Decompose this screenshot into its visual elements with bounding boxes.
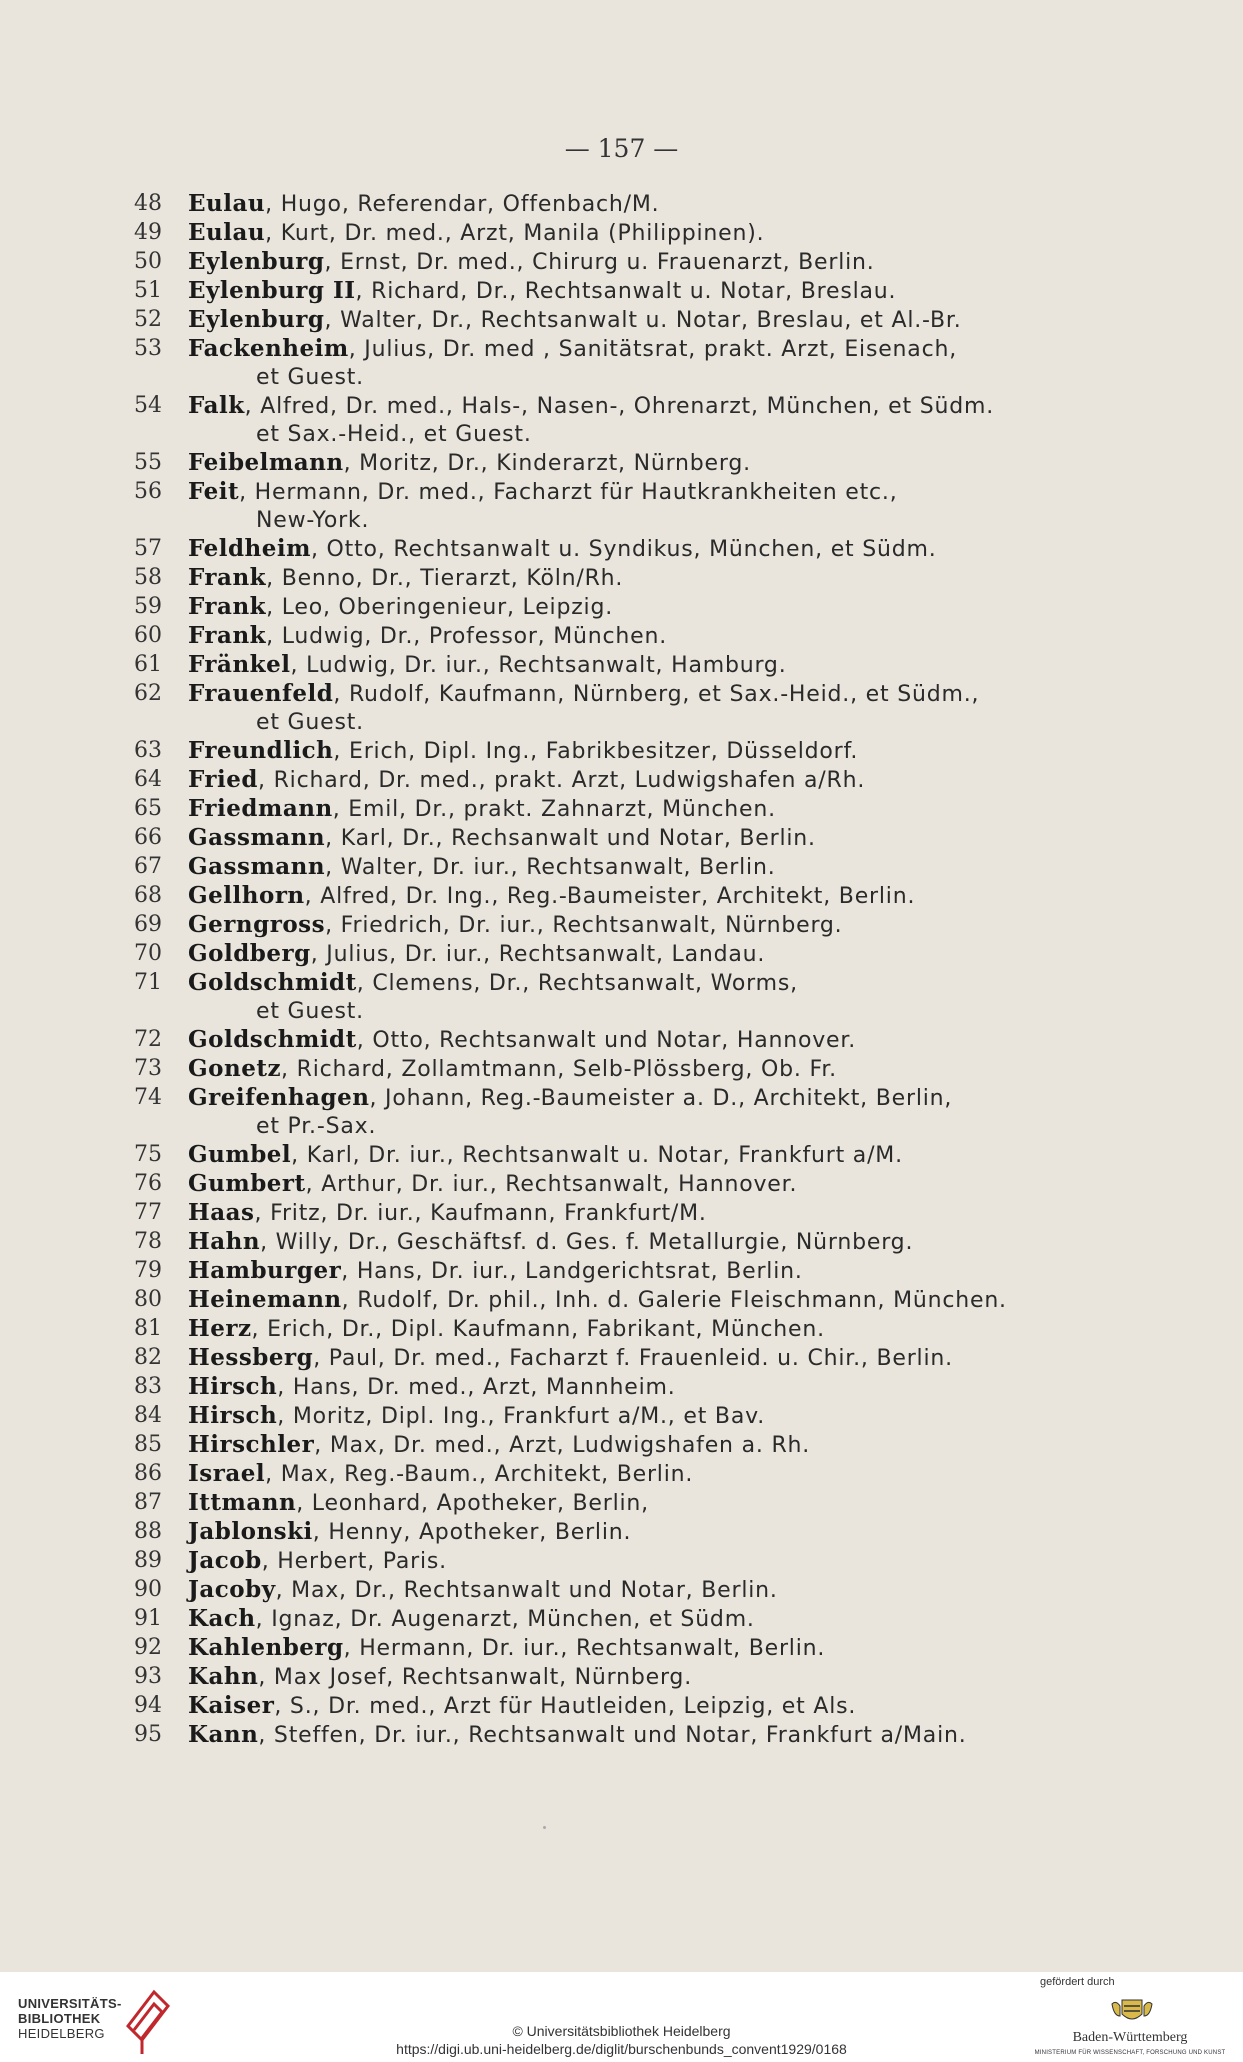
library-line-1: UNIVERSITÄTS- (18, 1996, 122, 2011)
entry-details: , Benno, Dr., Tierarzt, Köln/Rh. (266, 566, 624, 591)
entry-surname: Freundlich (188, 737, 334, 764)
list-item (128, 1373, 1128, 1402)
list-item (128, 795, 1128, 824)
state-crest-icon (1108, 1996, 1156, 2026)
entry-details: , Erich, Dr., Dipl. Kaufmann, Fabrikant, München. (251, 1317, 825, 1342)
entry-details: , Max, Dr. med., Arzt, Ludwigshafen a. Rh. (314, 1433, 811, 1458)
entry-details: , Hans, Dr. iur., Landgerichtsrat, Berlin. (341, 1259, 803, 1284)
list-item (128, 1547, 1128, 1576)
entry-continuation: et Pr.-Sax. (256, 1114, 377, 1139)
entry-continuation: New-York. (256, 508, 370, 533)
entry-details: , Henny, Apotheker, Berlin. (312, 1520, 632, 1545)
entry-number: 68 (134, 883, 162, 908)
list-item (128, 1460, 1128, 1489)
entry-details: , Hermann, Dr. iur., Rechtsanwalt, Berlin. (343, 1636, 826, 1661)
entry-number: 74 (134, 1085, 162, 1110)
entry-surname: Ittmann (188, 1489, 297, 1516)
entry-number: 84 (134, 1403, 162, 1428)
entry-number: 94 (134, 1693, 162, 1718)
list-item (128, 1084, 1128, 1141)
entry-number: 65 (134, 796, 162, 821)
list-item (128, 1170, 1128, 1199)
entry-number: 66 (134, 825, 162, 850)
entry-number: 61 (134, 652, 162, 677)
entry-surname: Eulau (188, 219, 266, 246)
entry-surname: Kahn (188, 1663, 259, 1690)
list-item (128, 335, 1128, 392)
entry-details: , Erich, Dipl. Ing., Fabrikbesitzer, Düsseldorf. (333, 739, 859, 764)
entry-continuation: et Guest. (256, 365, 364, 390)
entry-number: 69 (134, 912, 162, 937)
entry-surname: Kach (188, 1605, 256, 1632)
entry-number: 86 (134, 1461, 162, 1486)
list-item (128, 853, 1128, 882)
entry-details: , Leonhard, Apotheker, Berlin, (296, 1491, 649, 1516)
entry-details: , Hans, Dr. med., Arzt, Mannheim. (277, 1375, 676, 1400)
entry-surname: Frank (188, 564, 267, 591)
list-item (128, 651, 1128, 680)
entry-number: 81 (134, 1316, 162, 1341)
entry-details: , Ludwig, Dr. iur., Rechtsanwalt, Hamburg. (290, 653, 787, 678)
entry-number: 91 (134, 1606, 162, 1631)
list-item (128, 535, 1128, 564)
entry-details: , Leo, Oberingenieur, Leipzig. (266, 595, 614, 620)
entry-surname: Kann (188, 1721, 259, 1748)
entry-surname: Gellhorn (188, 882, 305, 909)
entry-surname: Goldberg (188, 940, 311, 967)
entry-details: , Moritz, Dr., Kinderarzt, Nürnberg. (343, 451, 751, 476)
entry-details: , Emil, Dr., prakt. Zahnarzt, München. (332, 797, 776, 822)
list-item (128, 1489, 1128, 1518)
entry-number: 87 (134, 1490, 162, 1515)
list-item (128, 1605, 1128, 1634)
entry-number: 49 (134, 220, 162, 245)
entry-number: 73 (134, 1056, 162, 1081)
sponsor-state: Baden-Württemberg (1072, 2030, 1188, 2045)
list-item (128, 593, 1128, 622)
entry-details: , Herbert, Paris. (261, 1549, 447, 1574)
entry-surname: Eulau (188, 190, 266, 217)
entry-details: , Rudolf, Kaufmann, Nürnberg, et Sax.-Heid., et Südm., (333, 682, 980, 707)
list-item (128, 1518, 1128, 1547)
list-item (128, 449, 1128, 478)
entry-number: 60 (134, 623, 162, 648)
sponsor-ministry: MINISTERIUM FÜR WISSENSCHAFT, FORSCHUNG UND KUNST (1034, 2050, 1226, 2056)
list-item (128, 1402, 1128, 1431)
entry-surname: Frauenfeld (188, 680, 334, 707)
entry-details: , Moritz, Dipl. Ing., Frankfurt a/M., et Bav. (277, 1404, 766, 1429)
entry-number: 77 (134, 1200, 162, 1225)
entry-surname: Hirschler (188, 1431, 315, 1458)
entry-surname: Jablonski (188, 1518, 313, 1545)
entry-details: , Willy, Dr., Geschäftsf. d. Ges. f. Metallurgie, Nürnberg. (260, 1230, 914, 1255)
entry-number: 52 (134, 307, 162, 332)
list-item (128, 1634, 1128, 1663)
entry-surname: Gerngross (188, 911, 326, 938)
entry-details: , Max, Reg.-Baum., Architekt, Berlin. (265, 1462, 694, 1487)
list-item (128, 1344, 1128, 1373)
entry-details: , Friedrich, Dr. iur., Rechtsanwalt, Nürnberg. (325, 913, 843, 938)
entry-details: , Walter, Dr. iur., Rechtsanwalt, Berlin. (325, 855, 776, 880)
entry-number: 83 (134, 1374, 162, 1399)
entry-details: , Walter, Dr., Rechtsanwalt u. Notar, Breslau, et Al.-Br. (324, 308, 962, 333)
list-item (128, 1199, 1128, 1228)
list-item (128, 1663, 1128, 1692)
entry-number: 72 (134, 1027, 162, 1052)
entry-surname: Goldschmidt (188, 1026, 357, 1053)
entry-continuation: et Guest. (256, 710, 364, 735)
list-item (128, 1055, 1128, 1084)
list-item (128, 622, 1128, 651)
library-line-3: HEIDELBERG (18, 2026, 105, 2041)
entry-surname: Fried (188, 766, 258, 793)
entry-number: 90 (134, 1577, 162, 1602)
entry-number: 92 (134, 1635, 162, 1660)
entry-number: 58 (134, 565, 162, 590)
entry-number: 88 (134, 1519, 162, 1544)
entry-details: , Richard, Dr., Rechtsanwalt u. Notar, Breslau. (355, 279, 897, 304)
entry-surname: Frank (188, 593, 267, 620)
list-item (128, 1576, 1128, 1605)
entry-number: 64 (134, 767, 162, 792)
list-item (128, 1431, 1128, 1460)
entry-number: 82 (134, 1345, 162, 1370)
list-item (128, 737, 1128, 766)
list-item (128, 190, 1128, 219)
member-list (128, 190, 1128, 1750)
library-line-2: BIBLIOTHEK (18, 2011, 101, 2026)
entry-details: , Richard, Zollamtmann, Selb-Plössberg, Ob. Fr. (281, 1057, 837, 1082)
entry-surname: Eylenburg (188, 306, 325, 333)
entry-surname: Jacoby (188, 1576, 276, 1603)
list-item (128, 248, 1128, 277)
entry-details: , Ludwig, Dr., Professor, München. (266, 624, 668, 649)
entry-details: , Julius, Dr. med , Sanitätsrat, prakt. Arzt, Eisenach, (348, 337, 958, 362)
list-item (128, 766, 1128, 795)
list-item (128, 1257, 1128, 1286)
list-item (128, 969, 1128, 1026)
entry-details: , Kurt, Dr. med., Arzt, Manila (Philippinen). (265, 221, 765, 246)
entry-number: 54 (134, 393, 162, 418)
entry-details: , Max, Dr., Rechtsanwalt und Notar, Berlin. (275, 1578, 778, 1603)
entry-surname: Fränkel (188, 651, 291, 678)
entry-surname: Feibelmann (188, 449, 344, 476)
entry-details: , Johann, Reg.-Baumeister a. D., Architekt, Berlin, (369, 1086, 953, 1111)
entry-surname: Gassmann (188, 824, 326, 851)
entry-details: , Otto, Rechtsanwalt u. Syndikus, München, et Südm. (310, 537, 937, 562)
entry-number: 95 (134, 1722, 162, 1747)
list-item (128, 1286, 1128, 1315)
entry-surname: Falk (188, 392, 245, 419)
entry-surname: Eylenburg II (188, 277, 356, 304)
entry-surname: Feit (188, 478, 240, 505)
entry-number: 93 (134, 1664, 162, 1689)
entry-details: , Paul, Dr. med., Facharzt f. Frauenleid. u. Chir., Berlin. (313, 1346, 953, 1371)
entry-surname: Friedmann (188, 795, 333, 822)
entry-surname: Gonetz (188, 1055, 282, 1082)
entry-details: , Arthur, Dr. iur., Rechtsanwalt, Hannover. (305, 1172, 798, 1197)
entry-surname: Goldschmidt (188, 969, 357, 996)
list-item (128, 1315, 1128, 1344)
entry-details: , Hugo, Referendar, Offenbach/M. (265, 192, 660, 217)
entry-details: , Ernst, Dr. med., Chirurg u. Frauenarzt, Berlin. (324, 250, 875, 275)
entry-number: 70 (134, 941, 162, 966)
list-item (128, 680, 1128, 737)
entry-details: , Karl, Dr. iur., Rechtsanwalt u. Notar, Frankfurt a/M. (291, 1143, 903, 1168)
entry-details: , Otto, Rechtsanwalt und Notar, Hannover. (356, 1028, 857, 1053)
entry-details: , Hermann, Dr. med., Facharzt für Hautkrankheiten etc., (239, 480, 898, 505)
list-item (128, 219, 1128, 248)
entry-details: , Fritz, Dr. iur., Kaufmann, Frankfurt/M. (254, 1201, 707, 1226)
list-item (128, 277, 1128, 306)
entry-number: 76 (134, 1171, 162, 1196)
entry-number: 78 (134, 1229, 162, 1254)
entry-number: 62 (134, 681, 162, 706)
entry-surname: Hirsch (188, 1373, 278, 1400)
list-item (128, 1721, 1128, 1750)
entry-number: 53 (134, 336, 162, 361)
entry-surname: Heinemann (188, 1286, 342, 1313)
entry-number: 48 (134, 191, 162, 216)
list-item (128, 882, 1128, 911)
entry-number: 50 (134, 249, 162, 274)
list-item (128, 478, 1128, 535)
entry-details: , Alfred, Dr. med., Hals-, Nasen-, Ohrenarzt, München, et Südm. (244, 394, 994, 419)
entry-number: 57 (134, 536, 162, 561)
entry-number: 75 (134, 1142, 162, 1167)
list-item (128, 1228, 1128, 1257)
entry-surname: Herz (188, 1315, 252, 1342)
entry-details: , Karl, Dr., Rechsanwalt und Notar, Berlin. (325, 826, 816, 851)
entry-surname: Kahlenberg (188, 1634, 344, 1661)
entry-number: 85 (134, 1432, 162, 1457)
entry-details: , Richard, Dr. med., prakt. Arzt, Ludwigshafen a/Rh. (258, 768, 866, 793)
page-number: — 157 — (564, 134, 679, 163)
entry-number: 55 (134, 450, 162, 475)
list-item (128, 1141, 1128, 1170)
entry-number: 89 (134, 1548, 162, 1573)
list-item (128, 824, 1128, 853)
entry-number: 79 (134, 1258, 162, 1283)
list-item (128, 1026, 1128, 1055)
entry-details: , Clemens, Dr., Rechtsanwalt, Worms, (356, 971, 798, 996)
source-url-link[interactable]: https://digi.ub.uni-heidelberg.de/diglit/burschenbunds_convent1929/0168 (396, 2041, 847, 2057)
entry-details: , S., Dr. med., Arzt für Hautleiden, Leipzig, et Als. (274, 1694, 857, 1719)
entry-surname: Gumbert (188, 1170, 306, 1197)
list-item (128, 306, 1128, 335)
list-item (128, 940, 1128, 969)
entry-surname: Haas (188, 1199, 255, 1226)
entry-details: , Julius, Dr. iur., Rechtsanwalt, Landau. (310, 942, 766, 967)
viewer-footer (0, 1972, 1243, 2062)
entry-number: 56 (134, 479, 162, 504)
entry-number: 51 (134, 278, 162, 303)
list-item (128, 392, 1128, 449)
entry-surname: Hirsch (188, 1402, 278, 1429)
entry-surname: Hessberg (188, 1344, 314, 1371)
entry-surname: Hamburger (188, 1257, 342, 1284)
entry-number: 80 (134, 1287, 162, 1312)
entry-surname: Feldheim (188, 535, 311, 562)
entry-details: , Steffen, Dr. iur., Rechtsanwalt und Notar, Frankfurt a/Main. (258, 1723, 967, 1748)
list-item (128, 1692, 1128, 1721)
entry-number: 59 (134, 594, 162, 619)
entry-surname: Israel (188, 1460, 266, 1487)
entry-details: , Alfred, Dr. Ing., Reg.-Baumeister, Architekt, Berlin. (304, 884, 916, 909)
entry-surname: Fackenheim (188, 335, 349, 362)
entry-surname: Hahn (188, 1228, 261, 1255)
list-item (128, 564, 1128, 593)
entry-surname: Greifenhagen (188, 1084, 370, 1111)
entry-surname: Eylenburg (188, 248, 325, 275)
entry-continuation: et Guest. (256, 999, 364, 1024)
entry-surname: Jacob (188, 1547, 262, 1574)
entry-surname: Frank (188, 622, 267, 649)
sponsor-label: gefördert durch (1040, 1976, 1115, 1988)
entry-details: , Max Josef, Rechtsanwalt, Nürnberg. (258, 1665, 692, 1690)
entry-number: 63 (134, 738, 162, 763)
speck (543, 1826, 546, 1829)
copyright-text: © Universitätsbibliothek Heidelberg (512, 2023, 731, 2039)
entry-surname: Gumbel (188, 1141, 292, 1168)
entry-number: 67 (134, 854, 162, 879)
entry-surname: Gassmann (188, 853, 326, 880)
entry-number: 71 (134, 970, 162, 995)
entry-continuation: et Sax.-Heid., et Guest. (256, 422, 532, 447)
entry-surname: Kaiser (188, 1692, 275, 1719)
list-item (128, 911, 1128, 940)
entry-details: , Ignaz, Dr. Augenarzt, München, et Südm. (255, 1607, 755, 1632)
entry-details: , Rudolf, Dr. phil., Inh. d. Galerie Fleischmann, München. (341, 1288, 1007, 1313)
